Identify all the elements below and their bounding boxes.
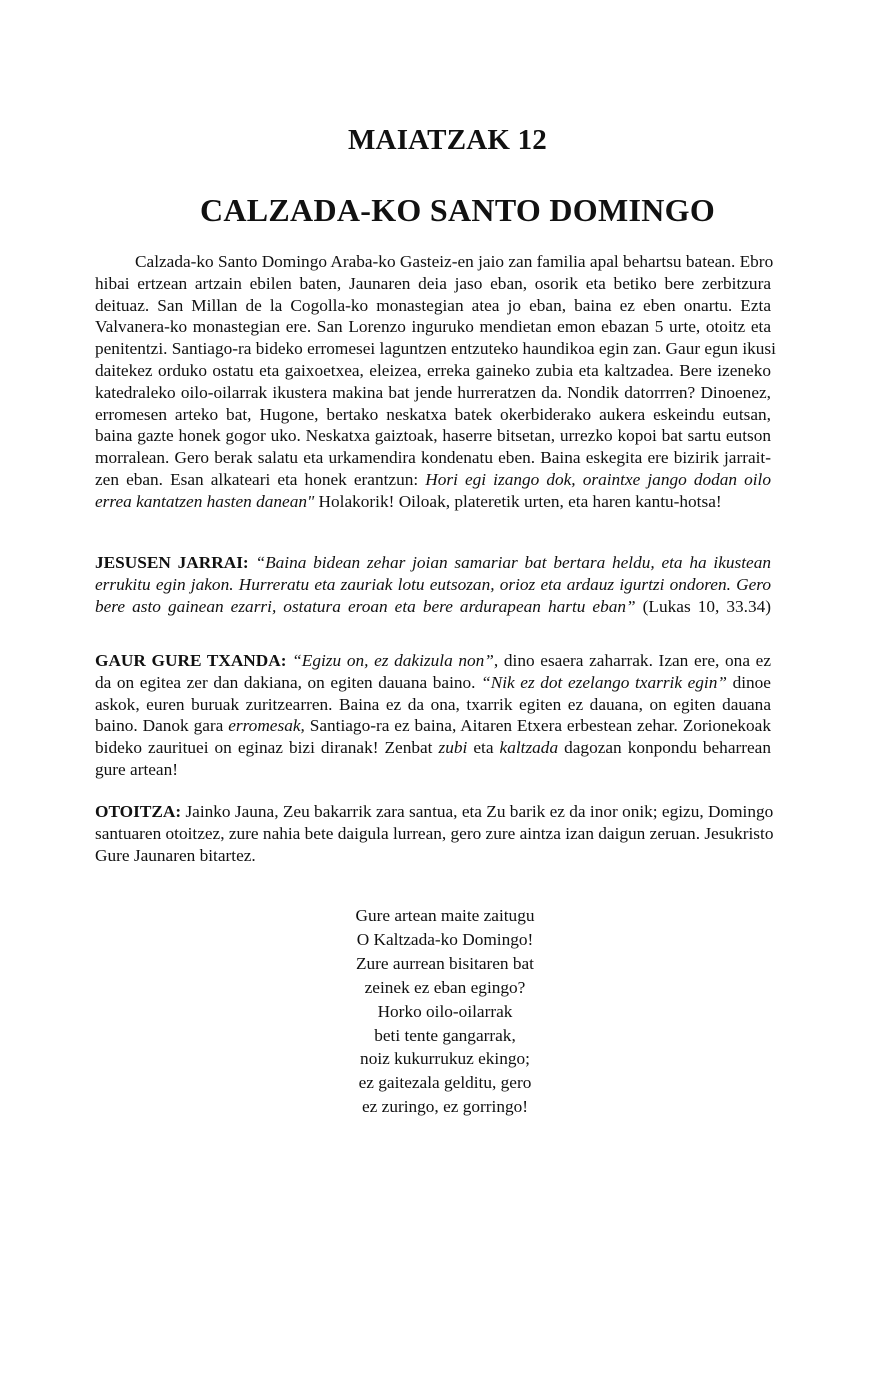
poem-line: ez zuringo, ez gorringo!: [361, 1097, 529, 1117]
text-line: penitentzi. Santiago-ra bideko erromesei laguntzen entzuteko haundikoa egin zan. Gaur egun ikusi: [95, 339, 776, 359]
italic-quote: “Baina bidean zehar joian samariar bat bertara heldu, eta ha ikustean: [248, 553, 771, 572]
italic-quote: “Egizu on, ez dakizula non”: [286, 651, 494, 670]
section-label: GAUR GURE TXANDA:: [95, 651, 287, 670]
plain-text: eta: [467, 738, 500, 758]
text-line: katedraleko oilo-oilarrak ikustera makina bat jende hurreratzen da. Nondik datorrren? Dinoenez,: [95, 382, 771, 402]
text-line: [95, 801, 774, 823]
poem-line: zeinek ez eban egingo?: [364, 977, 526, 997]
text-line: [95, 596, 771, 618]
text-line: [95, 552, 771, 574]
text-line: Gure Jaunaren bitartez.: [95, 845, 256, 865]
italic-word: kaltzada: [499, 738, 559, 758]
poem-line: ez gaitezala gelditu, gero: [358, 1073, 532, 1093]
plain-text: baino. Danok gara: [95, 716, 229, 736]
poem: [300, 904, 590, 1119]
text-line: santuaren otoitzez, zure nahia bete daigula lurrean, gero zure aintza izan daigun zeruan. Jesukristo: [95, 823, 774, 843]
jesusen-jarrai-paragraph: [95, 552, 771, 617]
poem-line: beti tente gangarrak,: [374, 1025, 516, 1045]
plain-text: Santiago-ra ez baina, Aitaren Etxera erbestean zehar. Zorionekoak: [304, 716, 771, 736]
text-line: [95, 672, 771, 694]
text-line: morralean. Gero berak salatu eta urkamendira kondenatu eben. Baina eskegita ere bizirik jarrait-: [95, 448, 771, 468]
plain-text: da on egitea zer dan dakiana, on egiten dauana baino.: [95, 672, 482, 692]
poem-line: noiz kukurrukuz ekingo;: [360, 1049, 530, 1069]
section-label: JESUSEN JARRAI:: [95, 553, 249, 572]
text-line: [95, 491, 771, 513]
biography-paragraph: [95, 251, 776, 513]
italic-word: erromesak,: [228, 716, 305, 736]
plain-text: dinoe: [726, 672, 771, 692]
text-line: errukitu egin jakon. Hurreratu eta zauriak lotu eutsozan, orioz eta ardauz igurtzi ondoren. Gero: [95, 574, 771, 594]
text-line: [95, 650, 771, 672]
text-line: baina gazte honek gogor uko. Neskatxa gaiztoak, haserre bitsetan, urrezko kopoi bat sartu eutson: [95, 426, 771, 446]
text-line: [95, 737, 771, 759]
text-line: gure artean!: [95, 759, 178, 779]
saint-title: CALZADA-KO SANTO DOMINGO: [199, 192, 716, 228]
plain-text: zen eban. Esan alkateari eta honek erantzun:: [95, 469, 426, 489]
italic-quote: bere asto gainean ezarri, ostatura eroan eta bere ardurapean hartu eban”: [95, 596, 636, 616]
plain-text: dagozan konpondu beharrean: [558, 738, 771, 758]
text-line: deituaz. San Millan de la Cogolla-ko monastegian atea jo eban, baina ez eben onartu. Ezta: [95, 295, 771, 315]
section-label: OTOITZA:: [95, 802, 182, 821]
poem-line: Horko oilo-oilarrak: [377, 1001, 513, 1021]
text-line: Valvanera-ko monastegian ere. San Lorenzo inguruko mendietan emon ebazan 5 urte, otoitz eta: [95, 317, 771, 337]
scripture-reference: (Lukas 10, 33.34): [635, 596, 771, 616]
text-line: [95, 469, 771, 491]
text-line: [95, 715, 771, 737]
plain-text: , dino esaera zaharrak. Izan ere, ona ez: [493, 651, 771, 670]
plain-text: bideko zaurituei on eginaz bizi diranak! Zenbat: [95, 738, 439, 758]
text-line: askok, euren buruak zuritzearren. Baina ez da ona, txarrik egiten ez dauana, on egiten dauana: [95, 694, 771, 714]
italic-quote: Hori egi izango dok, oraintxe jango dodan oilo: [425, 469, 771, 489]
text-line: erromesen arteko bat, Hugone, bertako neskatxa batek okerbiderako aukera eskeindu eutsan,: [95, 404, 771, 424]
plain-text: Jainko Jauna, Zeu bakarrik zara santua, eta Zu barik ez da inor onik; egizu, Domingo: [181, 802, 774, 821]
text-line: Calzada-ko Santo Domingo Araba-ko Gasteiz-en jaio zan familia apal behartsu batean. Ebro: [135, 252, 774, 271]
poem-line: Zure aurrean bisitaren bat: [355, 953, 534, 973]
italic-quote: “Nik ez dot ezelango txarrik egin”: [481, 672, 727, 692]
italic-word: zubi: [438, 738, 468, 758]
date-heading: MAIATZAK 12: [347, 124, 548, 156]
plain-text: Holakorik! Oiloak, plateretik urten, eta haren kantu-hotsa!: [314, 491, 722, 511]
poem-line: O Kaltzada-ko Domingo!: [356, 929, 534, 949]
poem-line: Gure artean maite zaitugu: [355, 906, 535, 925]
text-line: hibai ertzean artzain ebilen baten, Jaunaren deia jaso eban, osorik eta betiko bere zerbitzura: [95, 273, 771, 293]
text-line: daitekez orduko ostatu eta gaixoetxea, eleizea, erreka gaineko zubia eta kaltzadea. Bere izeneko: [95, 360, 771, 380]
gaur-gure-txanda-paragraph: [95, 650, 771, 781]
italic-quote: errea kantatzen hasten danean": [95, 491, 315, 511]
otoitza-paragraph: [95, 801, 774, 866]
